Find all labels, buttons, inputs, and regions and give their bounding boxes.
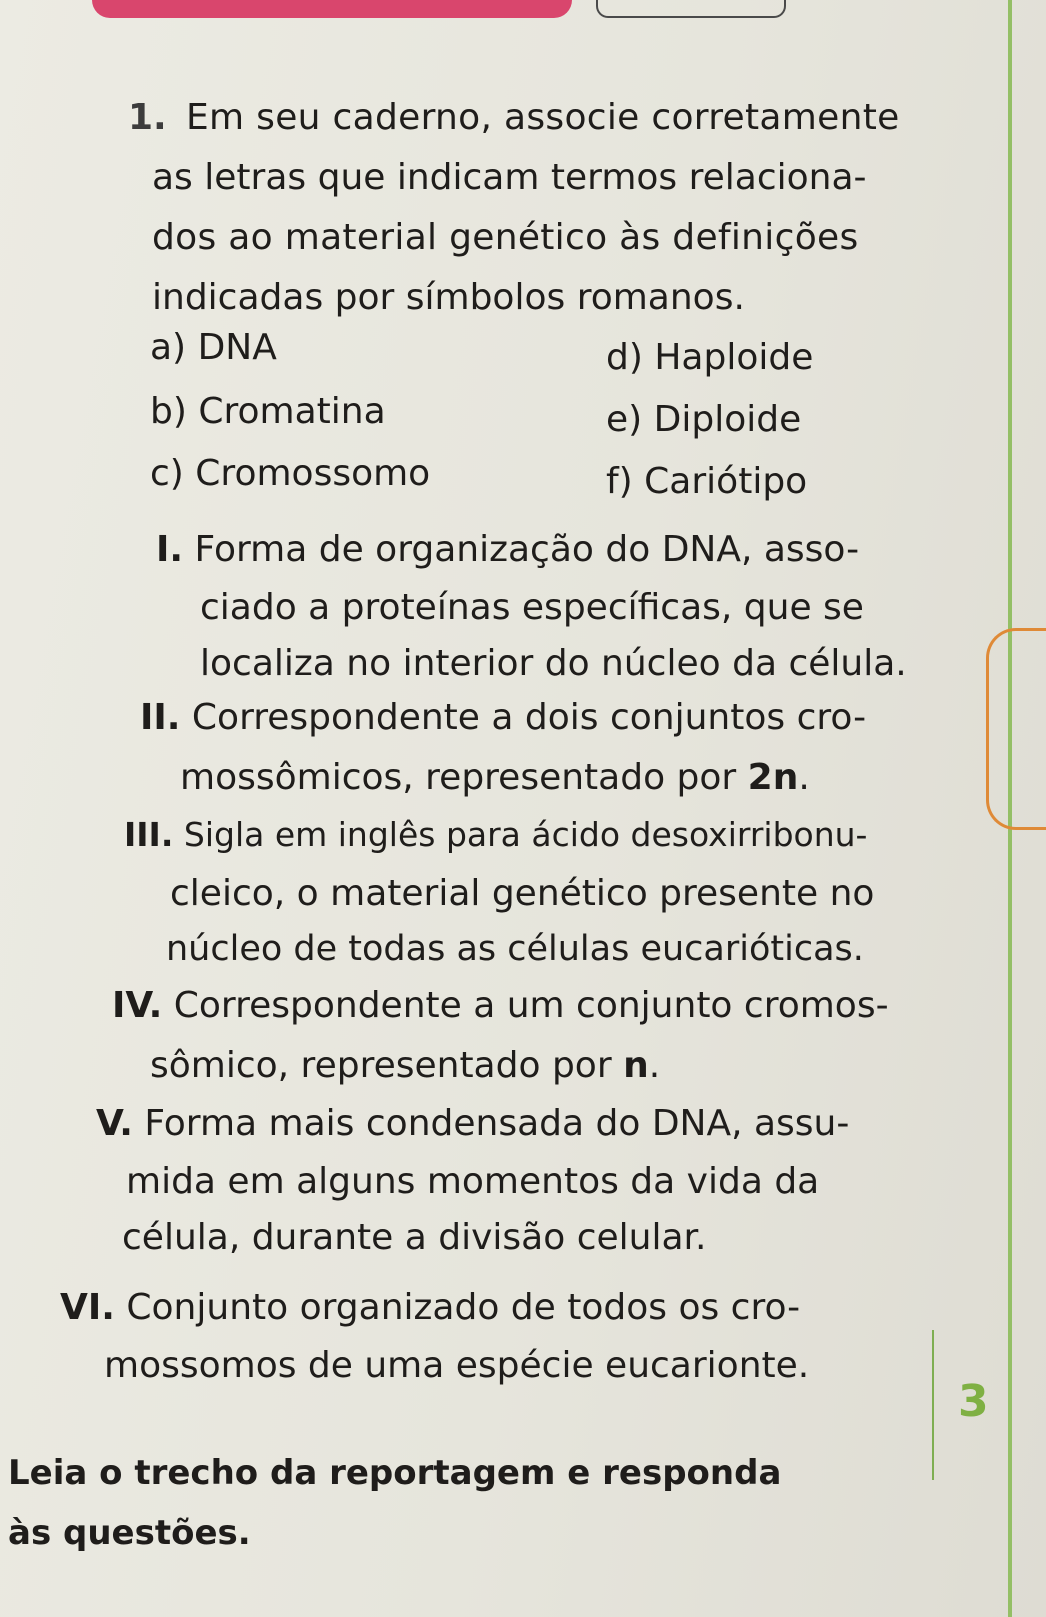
definition-I-line-1: Forma de organização do DNA, asso- — [194, 529, 860, 570]
option-a-letter: a) — [150, 327, 187, 368]
option-e-letter: e) — [606, 399, 643, 440]
page-number: 3 — [958, 1376, 989, 1427]
question-number: 1. — [128, 97, 167, 138]
question-line-2: as letras que indicam termos relaciona- — [152, 157, 867, 198]
option-f-label: Cariótipo — [644, 461, 808, 502]
option-b — [150, 391, 386, 432]
definition-III — [124, 815, 868, 854]
option-f — [606, 461, 808, 502]
definition-VI-numeral: VI. — [60, 1287, 115, 1328]
definition-I-line-2: ciado a proteínas específicas, que se — [200, 587, 864, 628]
definition-II-numeral: II. — [140, 697, 181, 738]
option-a-label: DNA — [197, 327, 277, 368]
margin-bracket-decoration — [986, 628, 1046, 830]
option-c — [150, 453, 431, 494]
question-line-4: indicadas por símbolos romanos. — [152, 277, 745, 318]
definition-III-line-3: núcleo de todas as células eucarióticas. — [166, 929, 864, 969]
definition-V-line-3: célula, durante a divisão celular. — [122, 1217, 707, 1258]
header-box-decoration — [596, 0, 786, 18]
option-e — [606, 399, 802, 440]
closing-line-2: às questões. — [8, 1513, 251, 1553]
option-a — [150, 327, 277, 368]
definition-V-line-1: Forma mais condensada do DNA, assu- — [144, 1103, 850, 1144]
definition-VI — [60, 1287, 801, 1328]
definition-IV-emphasis: n — [623, 1045, 649, 1086]
option-d-letter: d) — [606, 337, 643, 378]
definition-I — [156, 529, 860, 570]
option-c-letter: c) — [150, 453, 184, 494]
option-e-label: Diploide — [653, 399, 802, 440]
definition-I-numeral: I. — [156, 529, 184, 570]
definition-III-line-2: cleico, o material genético presente no — [170, 873, 875, 914]
definition-III-numeral: III. — [124, 815, 174, 854]
page-number-rule — [932, 1330, 934, 1480]
definition-V-numeral: V. — [96, 1103, 133, 1144]
definition-III-line-1: Sigla em inglês para ácido desoxirribonu- — [183, 815, 868, 854]
definition-II-emphasis: 2n — [747, 757, 799, 798]
definition-VI-line-2: mossomos de uma espécie eucarionte. — [104, 1345, 810, 1386]
definition-V-line-2: mida em alguns momentos da vida da — [126, 1161, 820, 1202]
question-line-3: dos ao material genético às definições — [152, 217, 859, 258]
definition-II-line-1: Correspondente a dois conjuntos cro- — [191, 697, 867, 738]
definition-II-line-2-wrap — [180, 757, 810, 798]
question-line-1: Em seu caderno, associe corretamente — [186, 97, 900, 138]
definition-I-line-3: localiza no interior do núcleo da célula. — [200, 643, 907, 684]
option-d-label: Haploide — [654, 337, 814, 378]
definition-IV-end: . — [648, 1045, 661, 1086]
definition-IV-line-2: sômico, representado por — [150, 1045, 624, 1086]
definition-IV-numeral: IV. — [112, 985, 163, 1026]
closing-line-1: Leia o trecho da reportagem e responda — [8, 1453, 782, 1493]
definition-IV — [112, 985, 889, 1026]
definition-II-line-2: mossômicos, representado por — [180, 757, 748, 798]
definition-VI-line-1: Conjunto organizado de todos os cro- — [126, 1287, 801, 1328]
option-c-label: Cromossomo — [195, 453, 431, 494]
definition-V — [96, 1103, 850, 1144]
definition-II — [140, 697, 867, 738]
section-tab-decoration — [92, 0, 572, 18]
option-d — [606, 337, 814, 378]
definition-IV-line-1: Correspondente a um conjunto cromos- — [173, 985, 889, 1026]
definition-II-end: . — [798, 757, 810, 798]
option-b-letter: b) — [150, 391, 187, 432]
definition-IV-line-2-wrap — [150, 1045, 661, 1086]
option-f-letter: f) — [606, 461, 633, 502]
option-b-label: Cromatina — [198, 391, 386, 432]
